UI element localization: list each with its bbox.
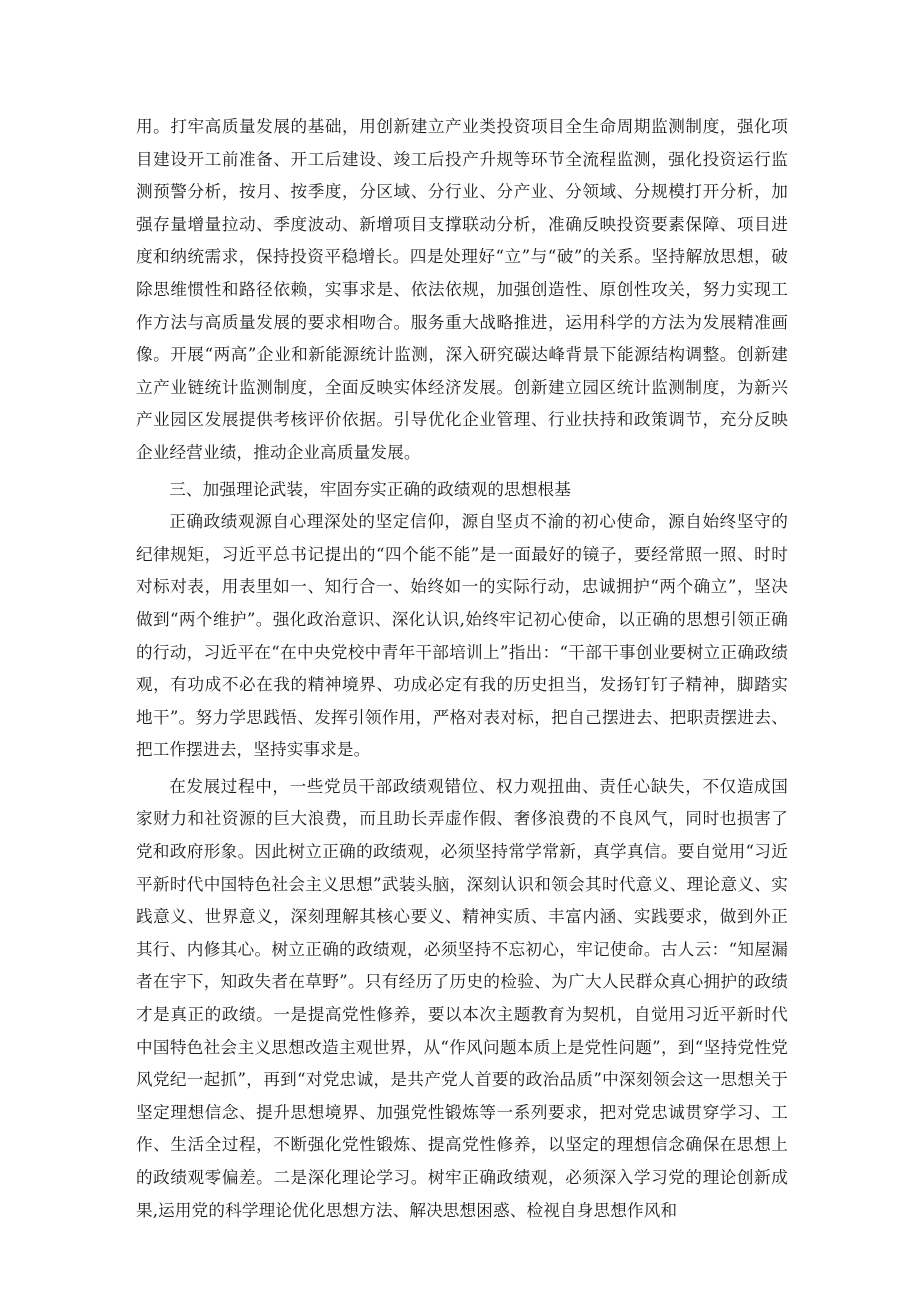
section-heading: 三、加强理论武装，牢固夯实正确的政绩观的思想根基	[169, 479, 572, 499]
paragraph-body: 正确政绩观源自心理深处的坚定信仰，源自坚贞不渝的初心使命，源自始终坚守的纪律规矩，习近平总书记提出的“四个能不能”是一面最好的镜子，要经常照一照、时时对标对表，用表里如一、知行合一、始终如一的实际行动，忠诚拥护“两个确立”，坚决做到“两个维护”。强化政治意识、深化认识,始终牢记初心使命，以正确的思想引领正确的行动，习近平在“在中央党校中青年干部培训上”指出：“干部干事创业要树立正确政绩观，有功成不必在我的精神境界、功成必定有我的历史担当，发扬钉钉子精神，脚踏实地干”。努力学思践悟、发挥引领作用，严格对表对标，把自己摆进去、把职责摆进去、把工作摆进去，坚持实事求是。	[136, 512, 788, 760]
paragraph-body: 在发展过程中，一些党员干部政绩观错位、权力观扭曲、责任心缺失，不仅造成国家财力和社资源的巨大浪费，而且助长弄虚作假、奢侈浪费的不良风气，同时也损害了党和政府形象。因此树立正确的政绩观，必须坚持常学常新，真学真信。要自觉用“习近平新时代中国特色社会主义思想”武装头脑，深刻认识和领会其时代意义、理论意义、实践意义、世界意义，深刻理解其核心要义、精神实质、丰富内涵、实践要求，做到外正其行、内修其心。树立正确的政绩观，必须坚持不忘初心，牢记使命。古人云：“知屋漏者在宇下，知政失者在草野”。只有经历了历史的检验、为广大人民群众真心拥护的政绩才是真正的政绩。一是提高党性修养，要以本次主题教育为契机，自觉用习近平新时代中国特色社会主义思想改造主观世界，从“作风问题本质上是党性问题”，到“坚持党性党风党纪一起抓”，再到“对党忠诚，是共产党人首要的政治品质”中深刻领会这一思想关于坚定理想信念、提升思想境界、加强党性锻炼等一系列要求，把对党忠诚贯穿学习、工作、生活全过程，不断强化党性锻炼、提高党性修养，以坚定的理想信念确保在思想上的政绩观零偏差。二是深化理论学习。树牢正确政绩观，必须深入学习党的理论创新成果,运用党的科学理论优化思想方法、解决思想困惑、检视自身思想作风和	[136, 776, 788, 1220]
paragraph-continuation: 用。打牢高质量发展的基础，用创新建立产业类投资项目全生命周期监测制度，强化项目建设开工前准备、开工后建设、竣工后投产升规等环节全流程监测，强化投资运行监测预警分析，按月、按季度，分区域、分行业、分产业、分领域、分规模打开分析，加强存量增量拉动、季度波动、新增项目支撑联动分析，准确反映投资要素保障、项目进度和纳统需求，保持投资平稳增长。四是处理好“立”与“破”的关系。坚持解放思想，破除思维惯性和路径依赖，实事求是、依法依规，加强创造性、原创性攻关，努力实现工作方法与高质量发展的要求相吻合。服务重大战略推进，运用科学的方法为发展精准画像。开展“两高”企业和新能源统计监测，深入研究碳达峰背景下能源结构调整。创新建立产业链统计监测制度，全面反映实体经济发展。创新建立园区统计监测制度，为新兴产业园区发展提供考核评价依据。引导优化企业管理、行业扶持和政策调节，充分反映企业经营业绩，推动企业高质量发展。	[136, 117, 788, 462]
document-body	[136, 111, 788, 1227]
